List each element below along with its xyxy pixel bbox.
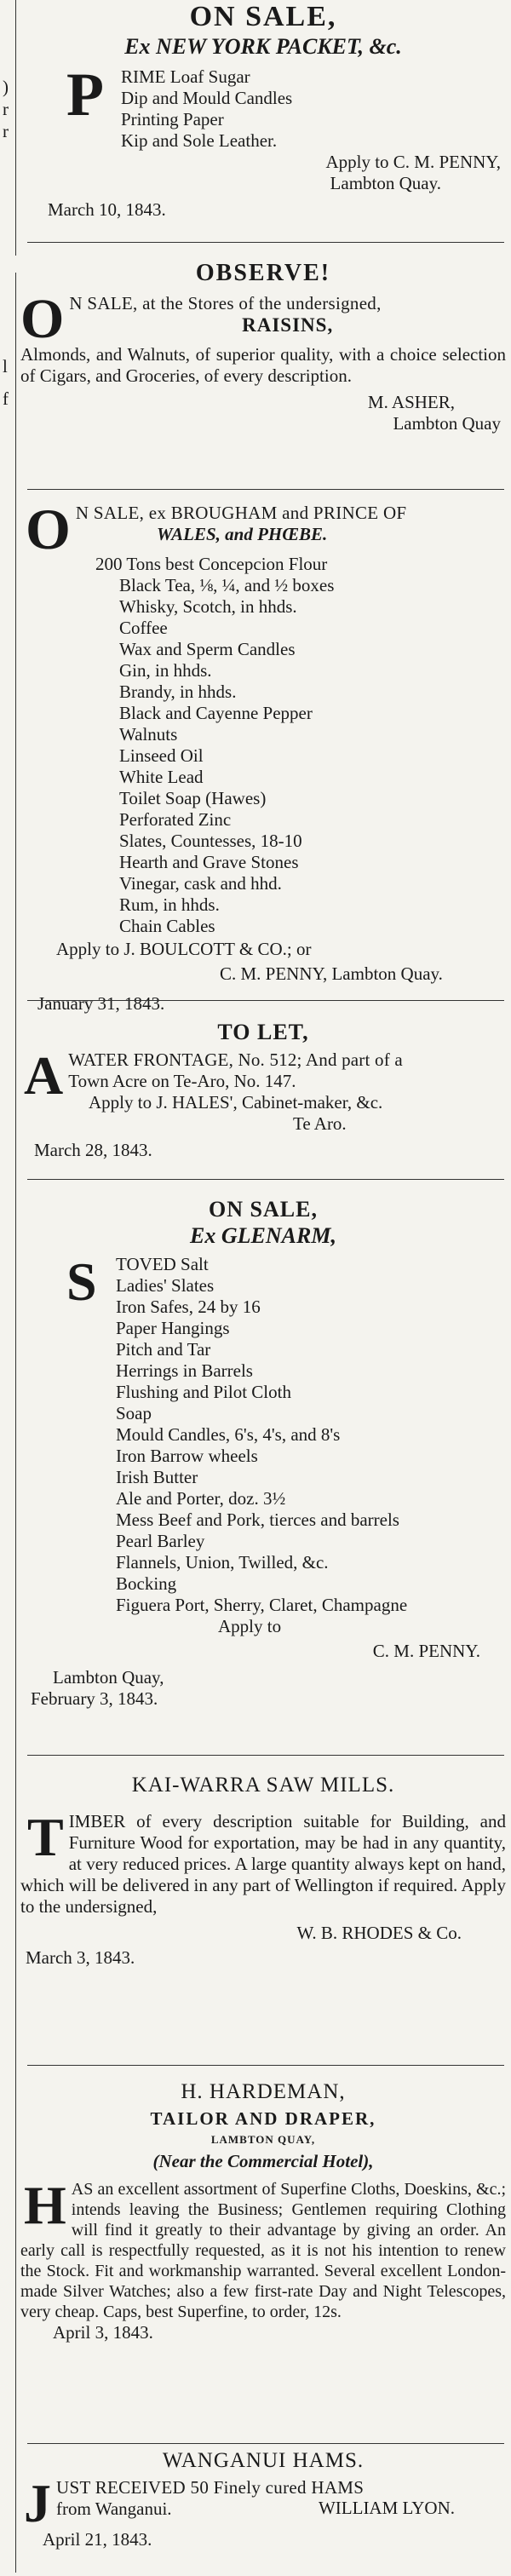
address-line: Lambton Quay xyxy=(393,413,501,434)
list-item: Black and Cayenne Pepper xyxy=(119,703,313,723)
ad-title: KAI-WARRA SAW MILLS. xyxy=(131,1774,395,1797)
separator-rule xyxy=(27,489,504,490)
list-item: Printing Paper xyxy=(121,109,224,129)
gutter-letter: f xyxy=(3,388,9,409)
gutter-letter: ) xyxy=(3,77,9,97)
list-item: Slates, Countesses, 18-10 xyxy=(119,831,302,851)
signer: WILLIAM LYON. xyxy=(318,2498,455,2518)
list-item: Pearl Barley xyxy=(116,1531,205,1551)
ad-observe-raisins xyxy=(20,259,506,434)
ad-title: WANGANUI HAMS. xyxy=(162,2449,365,2472)
drop-cap: H xyxy=(24,2175,66,2235)
list-item: Kip and Sole Leather. xyxy=(121,130,278,151)
list-item: Gin, in hhds. xyxy=(119,660,212,681)
list-item: White Lead xyxy=(119,767,204,787)
signer: M. ASHER, xyxy=(367,392,455,412)
ad-date: March 28, 1843. xyxy=(34,1140,152,1160)
apply-line: C. M. PENNY, Lambton Quay. xyxy=(220,963,443,984)
list-item: Chain Cables xyxy=(119,916,215,936)
list-item: Perforated Zinc xyxy=(119,809,232,830)
list-item: Pitch and Tar xyxy=(116,1339,211,1360)
ad-date: April 21, 1843. xyxy=(43,2529,152,2550)
list-item: Hearth and Grave Stones xyxy=(119,852,299,872)
ad-date: April 3, 1843. xyxy=(53,2322,153,2343)
ad-date: March 3, 1843. xyxy=(26,1947,135,1968)
list-item: Black Tea, ⅛, ¼, and ½ boxes xyxy=(119,575,335,595)
drop-cap: T xyxy=(27,1807,64,1867)
signer: W. B. RHODES & Co. xyxy=(296,1923,462,1943)
ad-title: ON SALE, xyxy=(209,1197,318,1222)
ad-subtitle: Ex GLENARM, xyxy=(190,1223,336,1248)
ad-near: (Near the Commercial Hotel), xyxy=(152,2151,374,2171)
separator-rule xyxy=(27,2443,504,2444)
list-item: Wax and Sperm Candles xyxy=(119,639,296,659)
ad-body: Almonds, and Walnuts, of superior quality, with a choice selection of Cigars, and Groceries, of every description. xyxy=(20,344,506,386)
gutter-letter: l xyxy=(3,356,8,377)
ad-title: H. HARDEMAN, xyxy=(181,2080,346,2103)
separator-rule xyxy=(27,2065,504,2066)
list-item: Bocking xyxy=(116,1573,177,1594)
ad-hardeman-tailor xyxy=(20,2079,506,2343)
list-item: Herrings in Barrels xyxy=(116,1360,253,1381)
list-item: Flannels, Union, Twilled, &c. xyxy=(116,1552,329,1573)
list-item: TOVED Salt xyxy=(116,1254,209,1274)
list-item: 200 Tons best Concepcion Flour xyxy=(95,554,328,574)
ad-date: February 3, 1843. xyxy=(31,1688,158,1709)
list-item: Iron Barrow wheels xyxy=(116,1446,258,1466)
ad-text-line: WATER FRONTAGE, No. 512; And part of a xyxy=(68,1049,403,1070)
items-list xyxy=(20,554,506,937)
drop-cap: P xyxy=(66,60,104,129)
list-item: Toilet Soap (Hawes) xyxy=(119,788,267,808)
gutter-letter: r xyxy=(3,121,9,141)
drop-cap: O xyxy=(20,288,65,350)
ad-wanganui-hams xyxy=(20,2448,506,2550)
drop-cap: J xyxy=(24,2473,51,2533)
ad-title: TO LET, xyxy=(217,1020,309,1044)
list-item: Coffee xyxy=(119,618,168,638)
newspaper-column xyxy=(20,0,506,2576)
ad-title: ON SALE, xyxy=(189,1,337,32)
list-item: Linseed Oil xyxy=(119,745,204,766)
ad-subtitle: Ex NEW YORK PACKET, &c. xyxy=(124,34,402,59)
list-item: Walnuts xyxy=(119,724,178,745)
ad-text-line: from Wanganui. xyxy=(56,2498,172,2519)
list-item: Vinegar, cask and hhd. xyxy=(119,873,282,894)
ad-text-line: UST RECEIVED 50 Finely cured HAMS xyxy=(56,2477,365,2498)
gutter-rule xyxy=(15,0,16,256)
gutter-rule xyxy=(15,273,16,2573)
apply-line: Apply to J. BOULCOTT & CO.; or xyxy=(56,939,312,959)
list-item: Figuera Port, Sherry, Claret, Champagne xyxy=(116,1595,408,1615)
list-item: RIME Loaf Sugar xyxy=(121,66,250,87)
list-item: Brandy, in hhds. xyxy=(119,681,237,702)
address-line: Lambton Quay. xyxy=(330,173,441,193)
ad-text-line: N SALE, ex BROUGHAM and PRINCE OF xyxy=(75,503,407,523)
list-item: Irish Butter xyxy=(116,1467,198,1487)
separator-rule xyxy=(27,242,504,243)
left-gutter xyxy=(0,0,19,2576)
ad-text-line: WALES, and PHŒBE. xyxy=(157,524,328,544)
ad-location: LAMBTON QUAY, xyxy=(210,2133,316,2146)
apply-line: Apply to J. HALES', Cabinet-maker, &c. xyxy=(89,1092,383,1113)
apply-line: Apply to C. M. PENNY, xyxy=(325,152,501,172)
list-item: Ale and Porter, doz. 3½ xyxy=(116,1488,286,1509)
ad-text-line: Town Acre on Te-Aro, No. 147. xyxy=(68,1071,296,1091)
ad-date: March 10, 1843. xyxy=(48,199,166,220)
separator-rule xyxy=(27,1755,504,1756)
list-item: Soap xyxy=(116,1403,152,1423)
list-item: Ladies' Slates xyxy=(116,1275,215,1296)
ad-date: January 31, 1843. xyxy=(37,993,165,1014)
ad-kai-warra-saw-mills xyxy=(20,1772,506,1969)
list-item: Mess Beef and Pork, tierces and barrels xyxy=(116,1509,399,1530)
ad-brougham xyxy=(20,497,506,1015)
list-item: Paper Hangings xyxy=(116,1318,230,1338)
ad-glenarm xyxy=(20,1196,506,1710)
gutter-letter: r xyxy=(3,99,9,119)
ad-new-york-packet xyxy=(20,0,506,221)
ad-body: IMBER of every description suitable for Building, and Furniture Wood for exportation, may be had in any quantity, at very reduced prices. A large quantity always kept on hand, which will be delivered in any part of Wellington if required. Apply to the undersigned, xyxy=(20,1811,506,1917)
list-item: Flushing and Pilot Cloth xyxy=(116,1382,291,1402)
drop-cap: O xyxy=(26,497,71,561)
ad-title: OBSERVE! xyxy=(195,260,331,286)
list-item: Iron Safes, 24 by 16 xyxy=(116,1297,261,1317)
ad-body: AS an excellent assortment of Superfine Cloths, Doeskins, &c.; intends leaving the Business; Gentlemen requiring Clothing will find it greatly to their advantage by giving an order. An early call is respectfully requested, as it is not his intention to renew the Stock. Fit and workmanship warranted. Several excellent London-made Silver Watches; also a few first-rate Day and Night Telescopes, very cheap. Caps, best Superfine, to order, 12s. xyxy=(20,2180,506,2321)
drop-cap: S xyxy=(66,1251,97,1312)
ad-to-let xyxy=(20,1019,506,1161)
separator-rule xyxy=(27,1000,504,1001)
list-item: Mould Candles, 6's, 4's, and 8's xyxy=(116,1424,341,1445)
list-item: Dip and Mould Candles xyxy=(121,88,293,108)
address-line: Te Aro. xyxy=(293,1113,347,1134)
signer: C. M. PENNY. xyxy=(372,1641,480,1661)
separator-rule xyxy=(27,1179,504,1180)
ad-text-line: N SALE, at the Stores of the undersigned, xyxy=(69,293,382,313)
apply-line: Apply to xyxy=(218,1616,282,1636)
ad-subtitle: TAILOR AND DRAPER, xyxy=(150,2108,376,2129)
address-line: Lambton Quay, xyxy=(53,1667,164,1688)
ad-highlight: RAISINS, xyxy=(242,314,334,336)
list-item: Whisky, Scotch, in hhds. xyxy=(119,596,297,617)
list-item: Rum, in hhds. xyxy=(119,894,220,915)
drop-cap: A xyxy=(24,1045,64,1106)
